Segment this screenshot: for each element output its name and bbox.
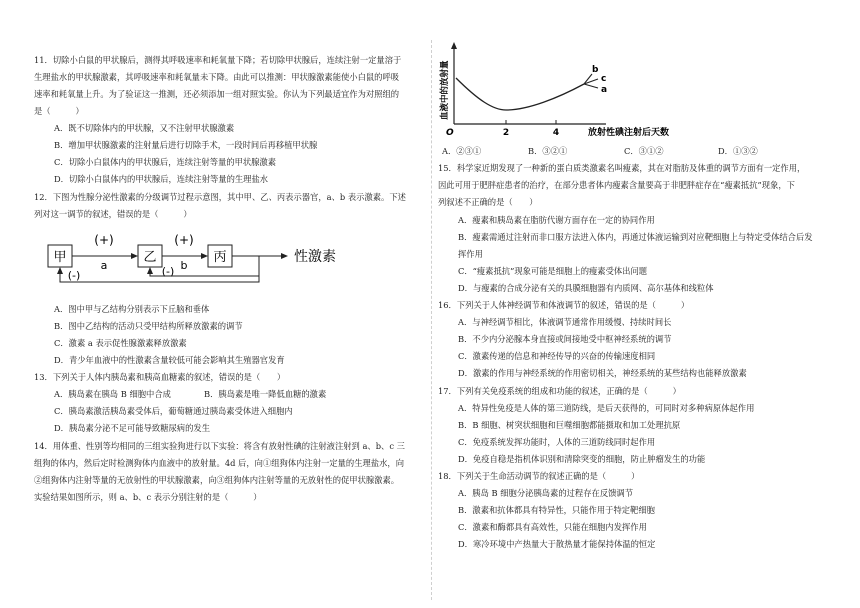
- q11-option-c: C．切除小白鼠体内的甲状腺后，连续注射等量的甲状腺激素: [54, 157, 277, 167]
- q16-stem: 16．下列关于人体神经调节和体液调节的叙述，错误的是（ ）: [438, 300, 690, 310]
- box-yi-label: 乙: [143, 250, 157, 265]
- box-bing-label: 丙: [213, 250, 227, 265]
- q12-option-d: D．青少年血液中的性激素含量较低可能会影响其生殖器官发育: [54, 355, 285, 365]
- q16-option-a: A．与神经调节相比，体液调节通常作用缓慢、持续时间长: [458, 317, 672, 327]
- curve-label-b: b: [592, 65, 599, 75]
- x-axis-label: 放射性碘注射后天数: [588, 128, 670, 138]
- q17-stem: 17．下列有关免疫系统的组成和功能的叙述，正确的是（ ）: [438, 386, 681, 396]
- x-tick-label-4: 4: [552, 128, 560, 138]
- q16-option-c: C．激素传递的信息和神经传导的兴奋的传输速度相同: [458, 351, 656, 361]
- q11-stem-line-4: 是（ ）: [34, 106, 84, 116]
- q14-stem-line-1: 14．用体重、性别等均相同的三组实验狗进行以下实验：将含有放射性碘的注射液注射到 a、b、c 三: [34, 441, 405, 451]
- minus-label-1: (-): [67, 269, 81, 282]
- q15-option-d: D．与瘦素的合成分泌有关的具膜细胞器有内质网、高尔基体和线粒体: [458, 283, 714, 293]
- q12-stem-line-2: 列对这一调节的叙述，错误的是（ ）: [34, 209, 192, 219]
- column-divider: [431, 40, 432, 600]
- q12-option-a: A．图中甲与乙结构分别表示下丘脑和垂体: [54, 304, 210, 314]
- q11-option-b: B．增加甲状腺激素的注射量后进行切除手术，一段时间后再移植甲状腺: [54, 140, 318, 150]
- feedback-line-1: [60, 256, 259, 282]
- q12-option-c: C．激素 a 表示促性腺激素释放激素: [54, 338, 187, 348]
- y-axis-label: 血液中的放射量: [440, 60, 450, 120]
- q14-option-d: D．①③②: [718, 146, 758, 156]
- q15-stem-line-2: 因此可用于肥胖症患者的治疗，在部分患者体内瘦素含量要高于非肥胖症存在“瘦素抵抗”现象，下: [438, 180, 795, 190]
- plus-label-2: (+): [174, 233, 194, 247]
- q12-option-b: B．图中乙结构的活动只受甲结构所释放激素的调节: [54, 321, 243, 331]
- q17-option-c: C．免疫系统发挥功能时，人体的三道防线同时起作用: [458, 437, 656, 447]
- y-axis-arrow: [451, 42, 457, 49]
- q14-stem-line-4: 实验结果如图所示，则 a、b、c 表示分别注射的是（ ）: [34, 492, 262, 502]
- arrow-head-1: [131, 253, 138, 259]
- q17-option-d: D．免疫自稳是指机体识别和清除突变的细胞，防止肿瘤发生的功能: [458, 454, 706, 464]
- feedback-arrow-2: [147, 267, 153, 274]
- q18-option-d: D．寒冷环境中产热量大于散热量才能保持体温的恒定: [458, 539, 656, 549]
- hormone-b-label: b: [180, 259, 188, 272]
- origin-label: O: [446, 128, 454, 138]
- q14-option-b: B．③②①: [528, 146, 568, 156]
- curve-main: [456, 78, 584, 110]
- q13-option-d: D．胰岛素分泌不足可能导致糖尿病的发生: [54, 423, 210, 433]
- q16-option-b: B．不少内分泌腺本身直接或间接地受中枢神经系统的调节: [458, 334, 672, 344]
- q12-stem-line-1: 12．下图为性腺分泌性激素的分级调节过程示意图，其中甲、乙、丙表示器官，a、b 表示激素。下述: [34, 192, 406, 202]
- radioactivity-graph: [438, 40, 688, 140]
- curve-label-a: a: [601, 85, 608, 95]
- q18-stem: 18．下列关于生命活动调节的叙述正确的是（ ）: [438, 471, 640, 481]
- q18-option-b: B．激素和抗体都具有特异性，只能作用于特定靶细胞: [458, 505, 655, 515]
- q11-stem-line-2: 生理盐水的甲状腺激素，其呼吸速率和耗氧量未下降。由此可以推测：甲状腺激素能使小白鼠的呼吸: [34, 72, 400, 82]
- q15-stem-line-3: 列叙述不正确的是（ ）: [438, 197, 538, 207]
- q18-option-c: C．激素和酶都具有高效性，只能在细胞内发挥作用: [458, 522, 647, 532]
- q16-option-d: D．激素的作用与神经系统的作用密切相关，神经系统的某些结构也能释放激素: [458, 368, 747, 378]
- q11-option-d: D．切除小白鼠体内的甲状腺后，连续注射等量的生理盐水: [54, 174, 269, 184]
- x-tick-label-2: 2: [502, 128, 510, 138]
- curve-label-c: c: [601, 74, 607, 84]
- q15-option-b: B．瘦素需通过注射而非口服方法进入体内，再通过体液运输到对应靶细胞上与特定受体结合后发: [458, 232, 813, 242]
- hormone-a-label: a: [100, 259, 108, 272]
- hormone-regulation-diagram: [44, 230, 344, 292]
- q13-option-a: A．胰岛素在胰岛 B 细胞中合成: [54, 389, 171, 399]
- q15-option-c: C．“瘦素抵抗”现象可能是细胞上的瘦素受体出问题: [458, 266, 648, 276]
- q17-option-b: B．B 细胞、树突状细胞和巨噬细胞都能摄取和加工处理抗原: [458, 420, 681, 430]
- sex-hormone-label: 性激素: [294, 249, 336, 265]
- q17-option-a: A．特异性免疫是人体的第三道防线，是后天获得的，可同时对多种病原体起作用: [458, 403, 755, 413]
- q14-option-a: A．②③①: [442, 146, 482, 156]
- q14-stem-line-3: ②组狗体内注射等量的无放射性的甲状腺激素，向③组狗体内注射等量的无放射性的促甲状腺激素。: [34, 475, 400, 485]
- q11-stem-line-3: 速率和耗氧量上升。为了验证这一推测，还必须添加一组对照实验。你认为下列最适宜作为对照组的: [34, 89, 400, 99]
- q15-stem-line-1: 15．科学家近期发现了一种新的蛋白质类激素名叫瘦素，其在对脂肪及体重的调节方面有一定作用，: [438, 163, 806, 173]
- curve-a: [584, 84, 598, 88]
- q15-option-b-cont: 挥作用: [458, 249, 483, 259]
- q14-option-c: C．③①②: [624, 146, 664, 156]
- plus-label-1: (+): [94, 233, 114, 247]
- q11-option-a: A．既不切除体内的甲状腺，又不注射甲状腺激素: [54, 123, 235, 133]
- box-jia-label: 甲: [53, 250, 67, 265]
- minus-label-2: (-): [161, 265, 175, 278]
- q11-stem-line-1: 11．切除小白鼠的甲状腺后，测得其呼吸速率和耗氧量下降；若切除甲状腺后，连续注射一定量溶于: [34, 55, 402, 65]
- q13-option-b: B．胰岛素是唯一降低血糖的激素: [204, 389, 327, 399]
- q18-option-a: A．胰岛 B 细胞分泌胰岛素的过程存在反馈调节: [458, 488, 634, 498]
- q13-option-c: C．胰岛素激活胰岛素受体后，葡萄糖通过胰岛素受体进入细胞内: [54, 406, 293, 416]
- q15-option-a: A．瘦素和胰岛素在脂肪代谢方面存在一定的协同作用: [458, 215, 655, 225]
- arrow-head-2: [201, 253, 208, 259]
- q13-stem: 13．下列关于人体内胰岛素和胰高血糖素的叙述，错误的是（ ）: [34, 372, 286, 382]
- arrow-head-3: [281, 253, 288, 259]
- q14-stem-line-2: 组狗的体内，然后定时检测狗体内血液中的放射量。4d 后，向①组狗体内注射一定量的生理盐水，向: [34, 458, 404, 468]
- feedback-arrow-1: [57, 267, 63, 274]
